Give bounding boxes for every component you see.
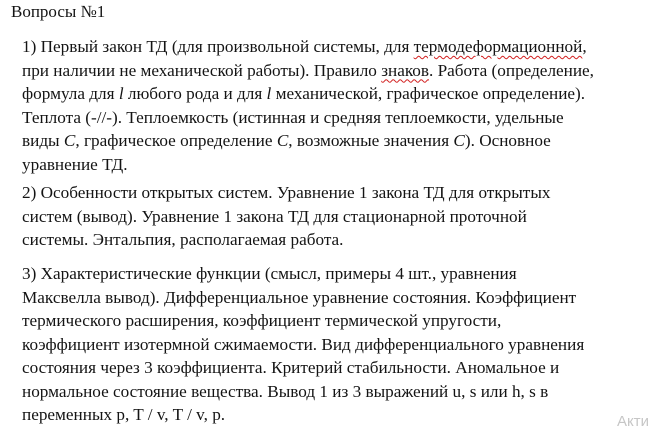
text-segment: при наличии не механической работы). Правило xyxy=(22,60,382,80)
text-segment: , xyxy=(582,37,587,56)
text-segment: состояния через 3 коэффициента. Критерий стабильности. Аномальное и xyxy=(22,358,560,377)
question-1-line xyxy=(22,153,666,177)
question-1-line xyxy=(22,35,666,59)
activation-watermark: Акти xyxy=(617,413,649,430)
text-segment: Максвелла вывод). Дифференциальное уравнение состояния. Коэффициент xyxy=(22,287,577,307)
question-1-paragraph xyxy=(22,35,666,176)
text-segment: , возможные значения xyxy=(288,131,454,150)
question-2-line xyxy=(22,228,666,252)
text-segment: 3) Характеристические функции (смысл, примеры 4 шт., уравнения xyxy=(22,264,517,283)
question-2-paragraph xyxy=(22,181,666,252)
text-segment: 1) Первый закон ТД (для произвольной системы, для xyxy=(22,37,414,56)
question-3-line xyxy=(22,356,666,380)
document-title: Вопросы №1 xyxy=(11,2,106,21)
italic-symbol: l xyxy=(266,84,272,103)
question-3-line xyxy=(22,286,666,310)
text-segment: систем (вывод). Уравнение 1 закона ТД для стационарной проточной xyxy=(22,206,527,226)
question-3-line xyxy=(22,262,666,286)
text-segment: , графическое определение xyxy=(75,131,277,150)
text-segment: ). Основное xyxy=(464,131,551,150)
text-segment: коэффициент изотермной сжимаемости. Вид дифференциального уравнения xyxy=(22,334,585,354)
italic-symbol: C xyxy=(276,131,289,150)
question-1-line xyxy=(22,82,666,106)
text-segment: переменных p, T / v, T / v, p. xyxy=(22,405,226,424)
question-3-line xyxy=(22,333,666,357)
text-segment: любого рода и для xyxy=(123,84,267,103)
question-2-line xyxy=(22,181,666,205)
question-3-paragraph xyxy=(22,262,666,427)
spellcheck-flagged-word: термодеформационной xyxy=(413,37,583,56)
question-1-line xyxy=(22,106,666,130)
text-segment: уравнение ТД. xyxy=(22,154,128,174)
question-3-line xyxy=(22,380,666,404)
text-segment: механической, графическое определение). xyxy=(271,84,586,103)
question-3-line xyxy=(22,309,666,333)
text-segment: Теплота (-//-). Теплоемкость (истинная и средняя теплоемкости, удельные xyxy=(22,107,564,127)
text-segment: 2) Особенности открытых систем. Уравнение 1 закона ТД для открытых xyxy=(22,183,551,202)
question-2-line xyxy=(22,205,666,229)
question-1-line xyxy=(22,129,666,153)
spellcheck-flagged-word: знаков xyxy=(381,60,430,80)
question-3-line xyxy=(22,403,666,427)
text-segment: нормальное состояние вещества. Вывод 1 из 3 выражений u, s или h, s в xyxy=(22,381,549,401)
text-segment: виды xyxy=(22,131,64,150)
italic-symbol: C xyxy=(453,131,465,150)
text-segment: . Работа (определение, xyxy=(429,60,594,80)
text-segment: термического расширения, коэффициент термической упругости, xyxy=(22,311,502,330)
italic-symbol: C xyxy=(63,131,76,150)
text-segment: формула для xyxy=(22,84,119,103)
italic-symbol: l xyxy=(118,84,124,103)
question-1-line xyxy=(22,59,666,83)
text-segment: системы. Энтальпия, располагаемая работа. xyxy=(22,230,344,249)
